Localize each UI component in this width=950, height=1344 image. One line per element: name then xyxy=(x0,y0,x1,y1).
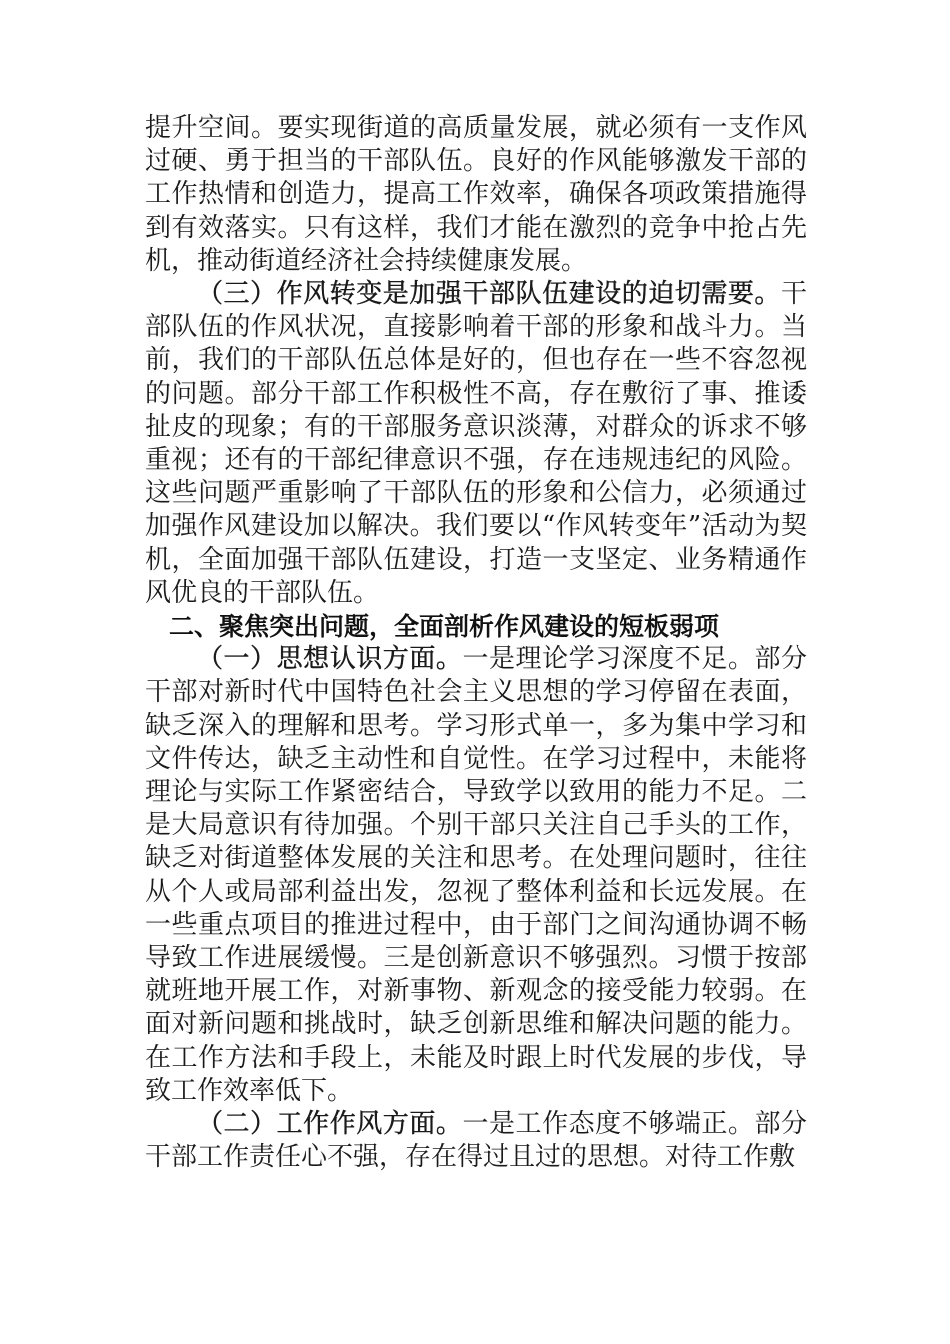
paragraph-text: 一是工作态度不够端正。部分干部工作责任心不强，存在得过且过的思想。对待工作敷 xyxy=(145,1109,807,1173)
paragraph-section-three xyxy=(145,278,807,610)
paragraph-text: 干部队伍的作风状况，直接影响着干部的形象和战斗力。当前，我们的干部队伍总体是好的，但也存在一些不容忽视的问题。部分干部工作积极性不高，存在敷衍了事、推诿扯皮的现象；有的干部服务意识淡薄，对群众的诉求不够重视；还有的干部纪律意识不强，存在违规违纪的风险。这些问题严重影响了干部队伍的形象和公信力，必须通过加强作风建设加以解决。我们要以“作风转变年”活动为契机，全面加强干部队伍建设，打造一支坚定、业务精通作风优良的干部队伍。 xyxy=(145,279,807,608)
section-heading: 二、聚焦突出问题，全面剖析作风建设的短板弱项 xyxy=(169,612,720,642)
paragraph-lead-heading: （二）工作作风方面。 xyxy=(197,1109,463,1140)
paragraph-work-style xyxy=(145,1108,807,1174)
paragraph-lead-heading: （一）思想认识方面。 xyxy=(197,644,463,675)
paragraph-text: 一是理论学习深度不足。部分干部对新时代中国特色社会主义思想的学习停留在表面，缺乏深入的理解和思考。学习形式单一，多为集中学习和文件传达，缺乏主动性和自觉性。在学习过程中，未能将理论与实际工作紧密结合，导致学以致用的能力不足。二是大局意识有待加强。个别干部只关注自己手头的工作，缺乏对街道整体发展的关注和思考。在处理问题时，往往从个人或局部利益出发，忽视了整体利益和长远发展。在一些重点项目的推进过程中，由于部门之间沟通协调不畅导致工作进展缓慢。三是创新意识不够强烈。习惯于按部就班地开展工作，对新事物、新观念的接受能力较弱。在面对新问题和挑战时，缺乏创新思维和解决问题的能力。在工作方法和手段上，未能及时跟上时代发展的步伐，导致工作效率低下。 xyxy=(145,644,807,1106)
paragraph-lead-heading: （三）作风转变是加强干部队伍建设的迫切需要。 xyxy=(197,279,781,310)
paragraph-thinking-awareness xyxy=(145,643,807,1108)
paragraph-text: 提升空间。要实现街道的高质量发展，就必须有一支作风过硬、勇于担当的干部队伍。良好的作风能够激发干部的工作热情和创造力，提高工作效率，确保各项政策措施得到有效落实。只有这样，我们才能在激烈的竞争中抢占先机，推动街道经济社会持续健康发展。 xyxy=(145,113,807,276)
document-page xyxy=(145,112,807,1175)
paragraph-continuation xyxy=(145,112,807,278)
